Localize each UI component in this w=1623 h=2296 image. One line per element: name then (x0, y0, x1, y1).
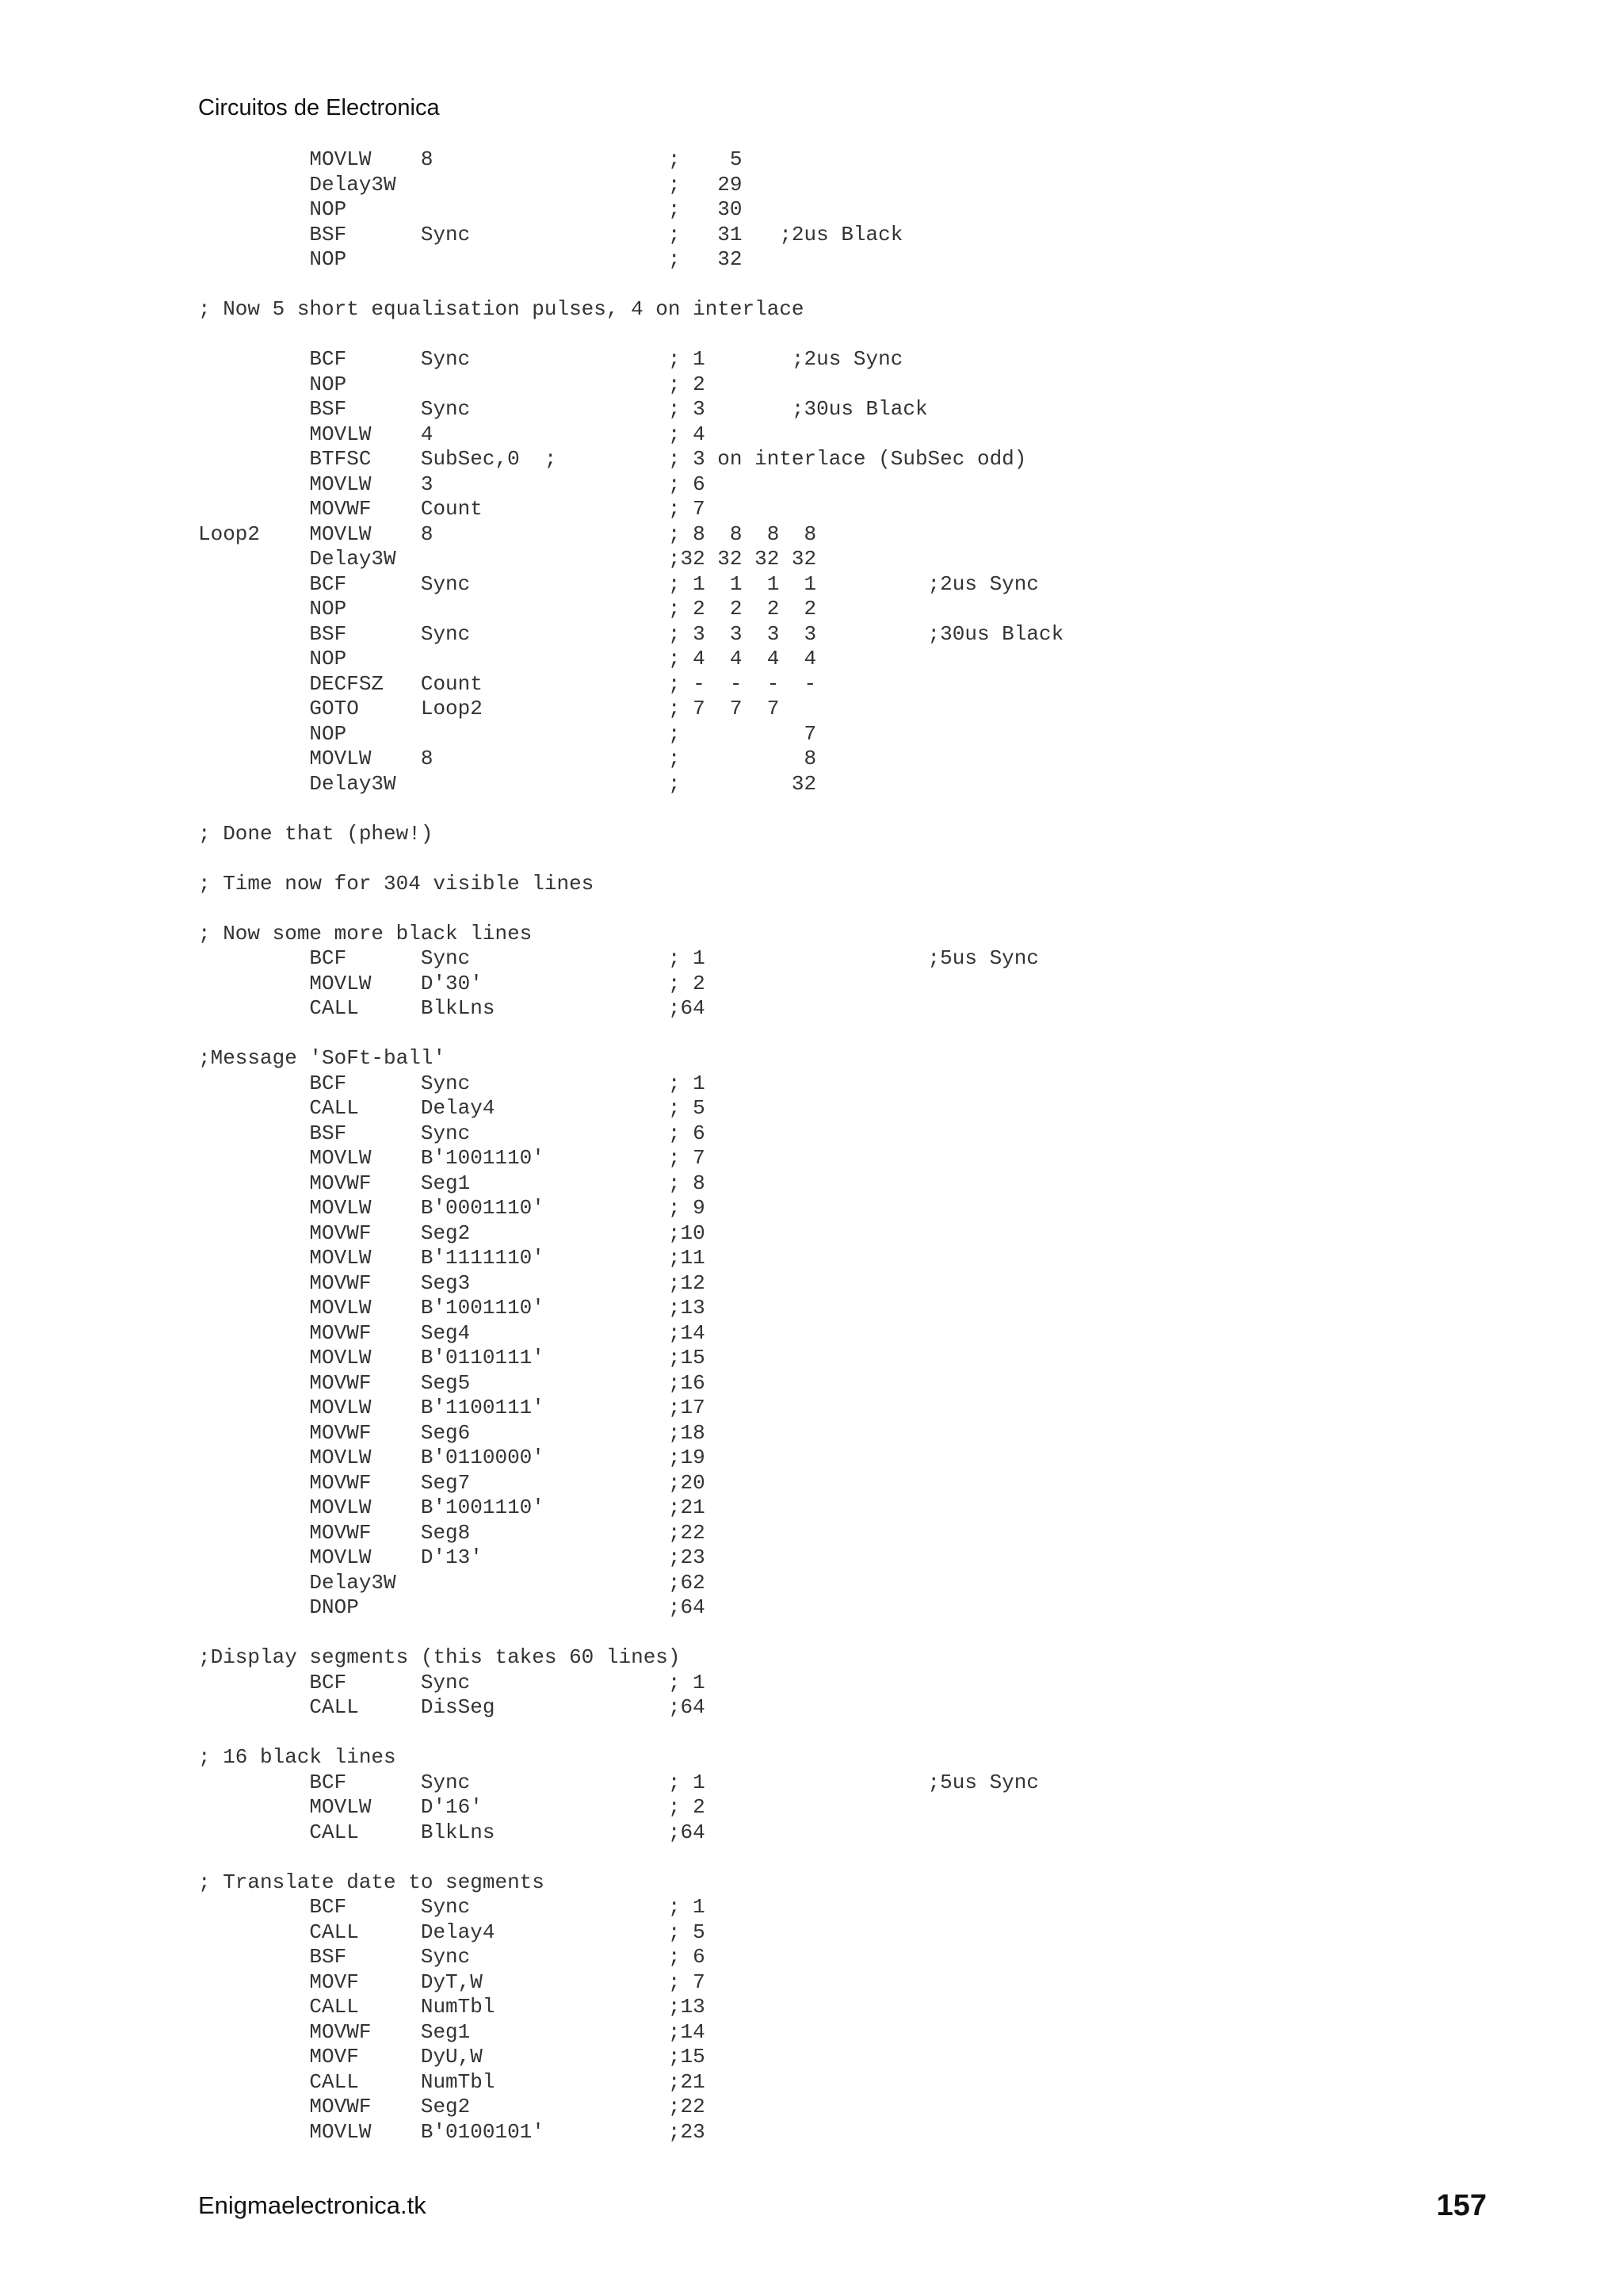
code-line: BTFSC SubSec,0 ; ; 3 on interlace (SubSec odd) (198, 447, 1027, 471)
code-line: BSF Sync ; 31 ;2us Black (198, 222, 903, 246)
code-line: BCF Sync ; 1 ;2us Sync (198, 347, 903, 371)
code-line: MOVWF Seg1 ; 8 (198, 1171, 705, 1195)
code-line: NOP ; 2 2 2 2 (198, 597, 817, 621)
code-line: MOVLW B'1001110' ; 7 (198, 1146, 705, 1170)
code-line: MOVWF Seg8 ;22 (198, 1520, 705, 1545)
code-line: DECFSZ Count ; - - - - (198, 671, 817, 696)
code-line (198, 797, 1064, 822)
code-line: MOVLW B'1100111' ;17 (198, 1396, 705, 1419)
code-line: MOVLW B'1111110' ;11 (198, 1246, 705, 1270)
code-line: CALL NumTbl ;13 (198, 1995, 705, 2019)
code-line: Delay3W ;32 32 32 32 (198, 547, 817, 571)
code-line: BSF Sync ; 3 ;30us Black (198, 397, 928, 421)
code-line (198, 273, 1064, 298)
code-line: BCF Sync ; 1 (198, 1670, 705, 1694)
code-line (198, 1721, 1064, 1746)
code-line: Delay3W ; 29 (198, 172, 743, 197)
code-line: MOVLW B'0100101' ;23 (198, 2119, 705, 2144)
code-line: BCF Sync ; 1 (198, 1071, 705, 1095)
code-line: MOVWF Seg1 ;14 (198, 2019, 705, 2044)
footer-site: Enigmaelectronica.tk (198, 2191, 426, 2219)
code-line: MOVLW 4 ; 4 (198, 422, 705, 446)
code-line: ;Display segments (this takes 60 lines) (198, 1645, 681, 1669)
code-line: MOVLW 8 ; 8 (198, 747, 817, 770)
code-line: MOVLW B'0110111' ;15 (198, 1346, 705, 1370)
code-line: CALL Delay4 ; 5 (198, 1096, 705, 1120)
code-line: BCF Sync ; 1 (198, 1895, 705, 1919)
code-line: Delay3W ; 32 (198, 771, 817, 796)
code-line (198, 323, 1064, 348)
code-line: BSF Sync ; 3 3 3 3 ;30us Black (198, 621, 1064, 646)
code-line: Loop2 MOVLW 8 ; 8 8 8 8 (198, 521, 817, 546)
code-line: MOVWF Seg5 ;16 (198, 1370, 705, 1395)
code-line: ; Now 5 short equalisation pulses, 4 on interlace (198, 297, 804, 321)
code-line: Delay3W ;62 (198, 1570, 705, 1595)
code-line: MOVLW B'1001110' ;13 (198, 1296, 705, 1320)
code-line: CALL DisSeg ;64 (198, 1695, 705, 1719)
code-line: BSF Sync ; 6 (198, 1121, 705, 1145)
code-line: DNOP ;64 (198, 1595, 705, 1619)
code-line: MOVLW D'16' ; 2 (198, 1795, 705, 1819)
assembly-code-listing (198, 147, 1064, 2145)
code-line (198, 1845, 1064, 1870)
code-line: MOVLW B'0110000' ;19 (198, 1446, 705, 1469)
code-line: MOVWF Seg4 ;14 (198, 1320, 705, 1345)
code-line: GOTO Loop2 ; 7 7 7 (198, 697, 780, 720)
code-line: MOVWF Seg2 ;22 (198, 2095, 705, 2118)
code-line: MOVLW D'13' ;23 (198, 1545, 705, 1569)
code-line: NOP ; 30 (198, 197, 743, 221)
code-line: BCF Sync ; 1 1 1 1 ;2us Sync (198, 571, 1039, 596)
code-line: CALL BlkLns ;64 (198, 1820, 705, 1844)
code-line: ; Done that (phew!) (198, 821, 433, 846)
code-line: MOVLW D'30' ; 2 (198, 971, 705, 995)
code-line: NOP ; 7 (198, 721, 817, 746)
code-line: NOP ; 32 (198, 247, 743, 271)
code-line: BCF Sync ; 1 ;5us Sync (198, 946, 1039, 970)
code-line: CALL BlkLns ;64 (198, 996, 705, 1020)
code-line: MOVLW B'1001110' ;21 (198, 1496, 705, 1519)
code-line: MOVLW 3 ; 6 (198, 472, 705, 496)
page-header-title: Circuitos de Electronica (198, 95, 440, 120)
code-line: MOVWF Seg7 ;20 (198, 1470, 705, 1495)
page-number: 157 (1436, 2189, 1487, 2222)
code-line: ;Message 'SoFt-ball' (198, 1046, 446, 1070)
code-line: NOP ; 2 (198, 372, 705, 396)
code-line: CALL Delay4 ; 5 (198, 1920, 705, 1944)
code-line (198, 896, 1064, 922)
code-line (198, 1621, 1064, 1646)
code-line: MOVWF Seg6 ;18 (198, 1420, 705, 1445)
code-line: CALL NumTbl ;21 (198, 2069, 705, 2094)
code-line: BCF Sync ; 1 ;5us Sync (198, 1770, 1039, 1794)
code-line: MOVF DyU,W ;15 (198, 2045, 705, 2069)
code-line: NOP ; 4 4 4 4 (198, 647, 817, 670)
code-line: MOVLW B'0001110' ; 9 (198, 1196, 705, 1220)
code-line: MOVWF Count ; 7 (198, 497, 705, 521)
code-line: ; Translate date to segments (198, 1870, 544, 1894)
code-line: ; Time now for 304 visible lines (198, 871, 594, 896)
code-line (198, 846, 1064, 872)
code-line (198, 1022, 1064, 1047)
code-line: MOVWF Seg2 ;10 (198, 1221, 705, 1245)
code-line: ; Now some more black lines (198, 921, 533, 946)
code-line: MOVWF Seg3 ;12 (198, 1270, 705, 1295)
code-line: MOVF DyT,W ; 7 (198, 1969, 705, 1994)
code-line: ; 16 black lines (198, 1745, 396, 1769)
code-line: BSF Sync ; 6 (198, 1945, 705, 1969)
code-line: MOVLW 8 ; 5 (198, 147, 743, 171)
